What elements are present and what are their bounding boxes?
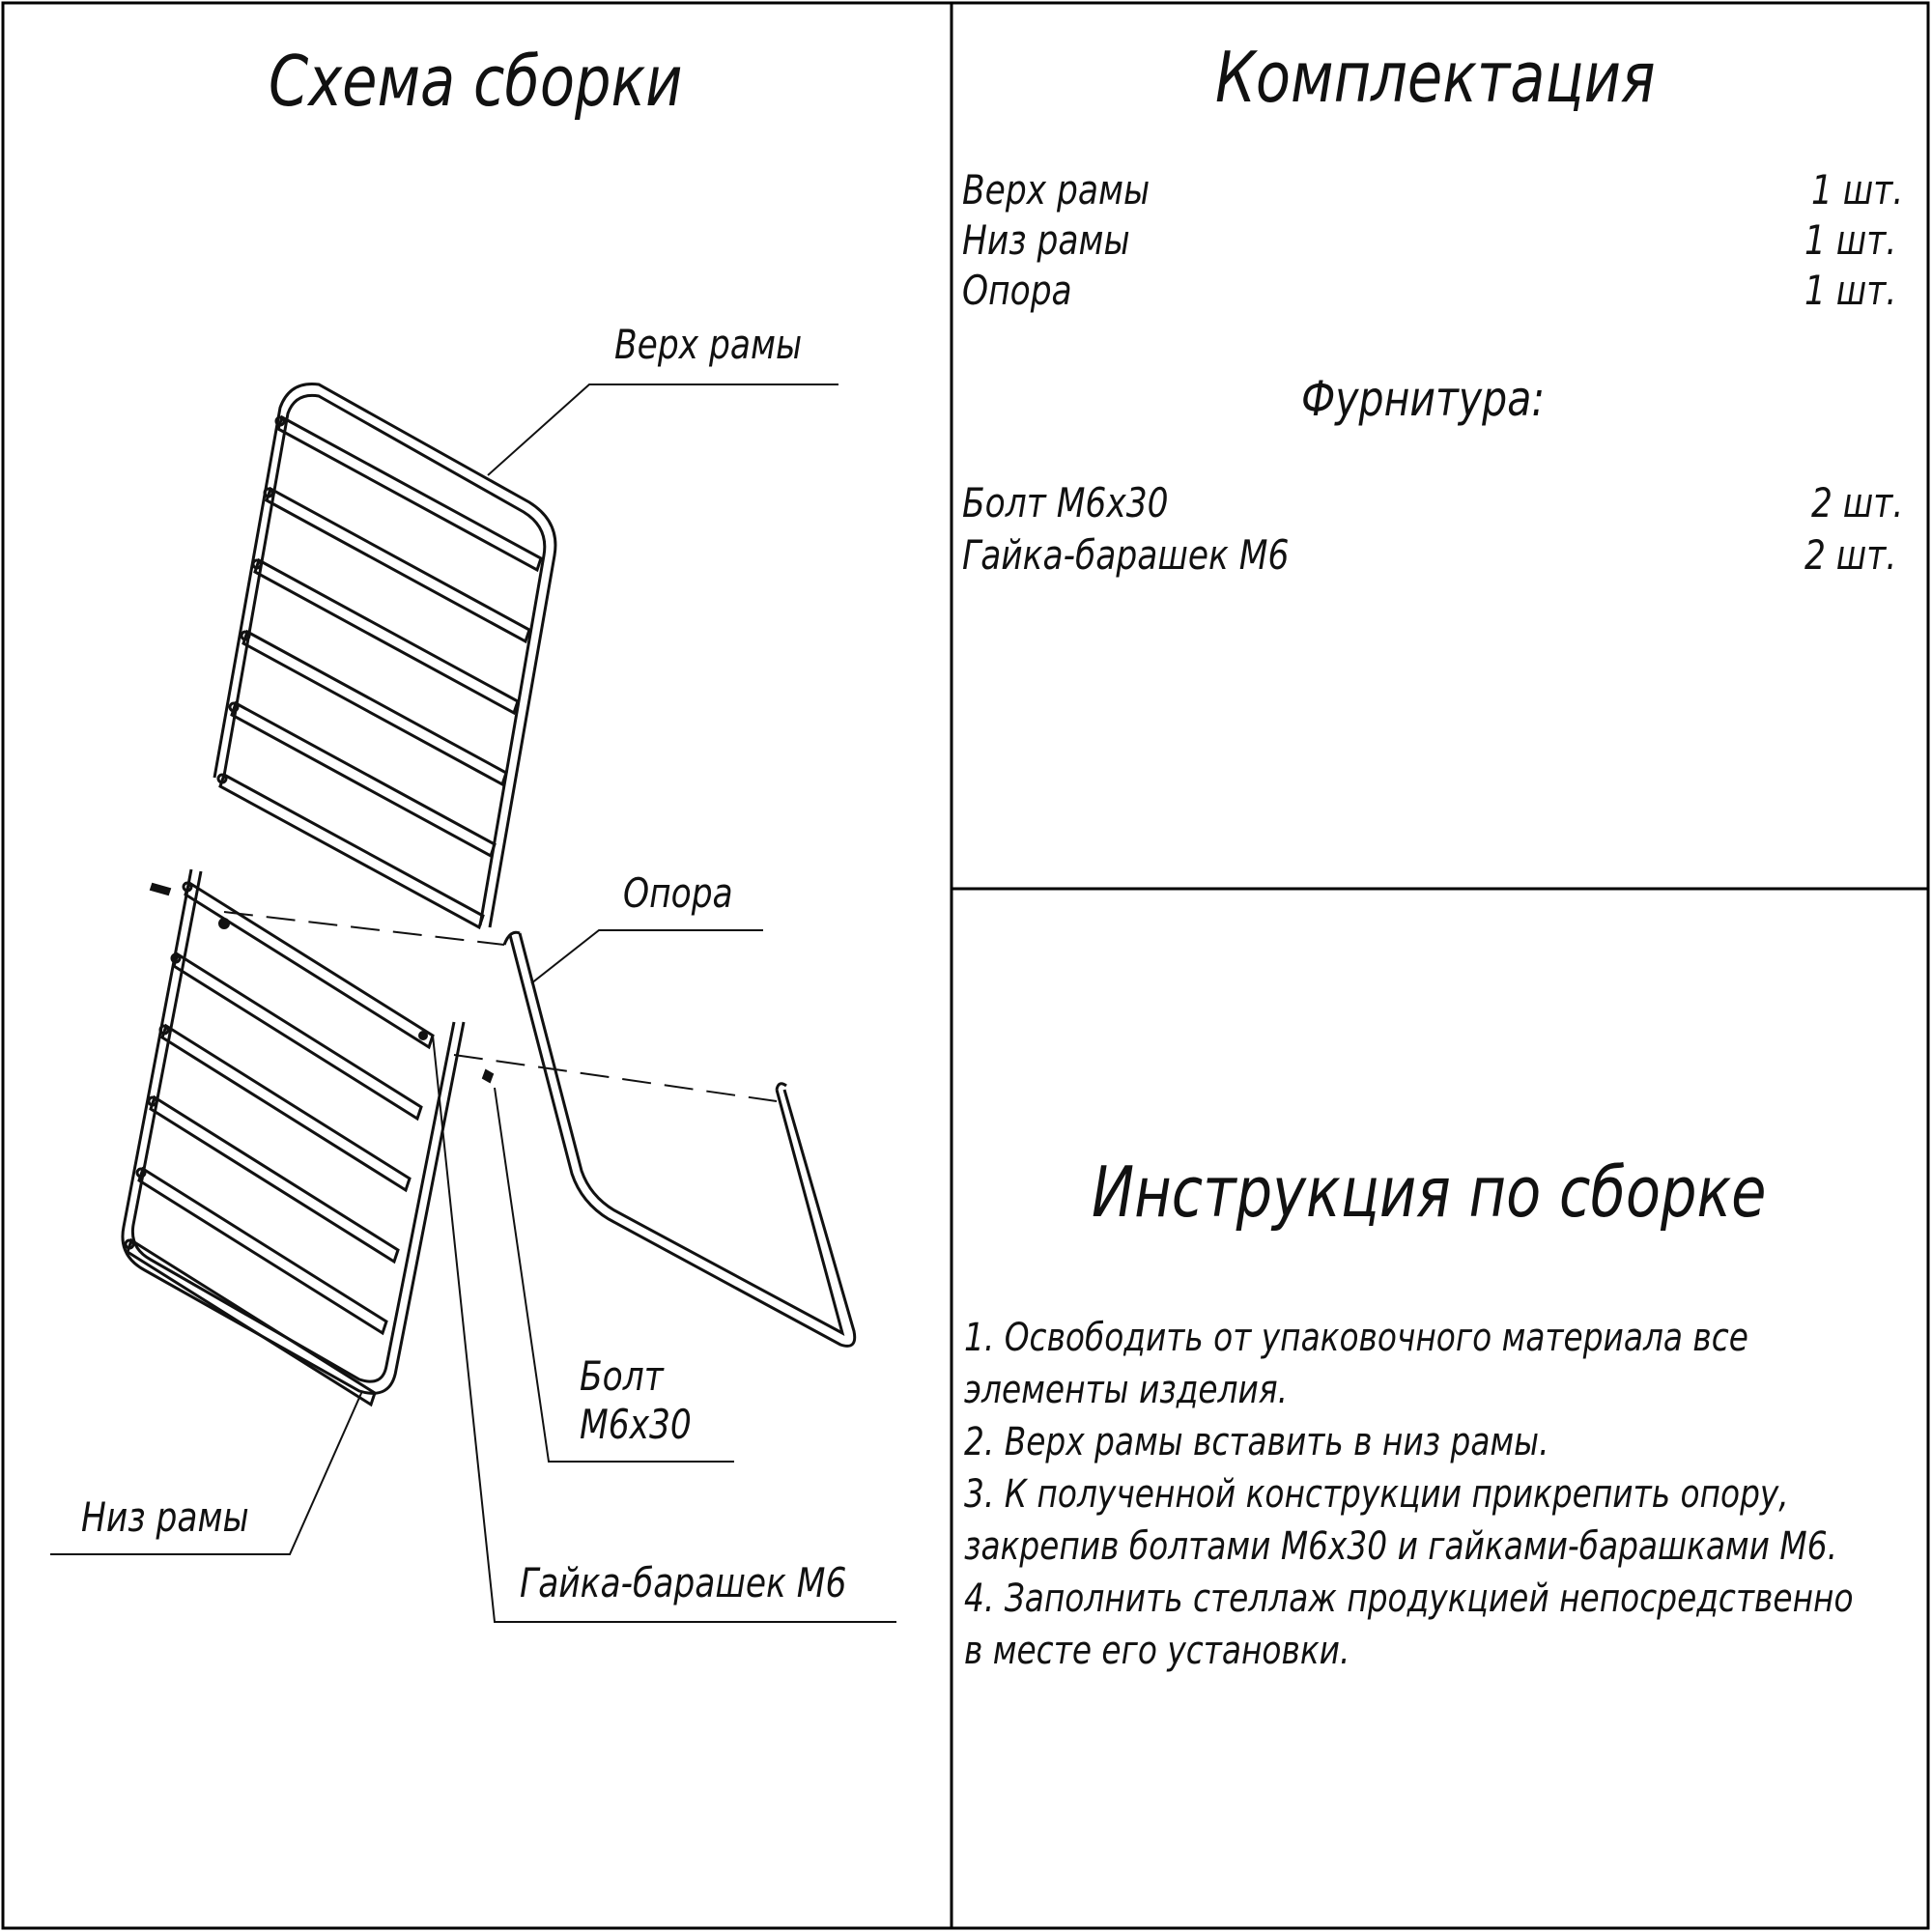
- top-frame-slat: [278, 417, 541, 570]
- kit-item-name: Низ рамы: [962, 216, 1130, 264]
- support-drawing: [504, 932, 855, 1346]
- instruction-line: 2. Верх рамы вставить в низ рамы.: [964, 1420, 1549, 1464]
- bottom-frame-slat: [174, 954, 421, 1119]
- bottom-frame-slats: [126, 883, 433, 1405]
- kit-item-name: Опора: [962, 267, 1072, 314]
- hardware-item-qty: 2 шт.: [1810, 479, 1903, 526]
- assembly-scheme-title: Схема сборки: [269, 41, 683, 122]
- top-frame-slat: [255, 560, 518, 713]
- leader-top-frame: [488, 384, 838, 475]
- bottom-frame-slat: [139, 1169, 386, 1333]
- label-bolt-line1: Болт: [580, 1352, 664, 1400]
- instructions-list: [964, 1312, 1915, 1677]
- leader-wing-nut: [433, 1036, 896, 1622]
- instructions-title: Инструкция по сборке: [1092, 1151, 1767, 1233]
- bottom-frame-drawing: [123, 869, 464, 1405]
- label-bolt-line2: М6х30: [580, 1401, 692, 1448]
- label-bottom-frame: Низ рамы: [81, 1493, 249, 1541]
- label-top-frame: Верх рамы: [614, 321, 803, 368]
- bottom-frame-slat: [162, 1026, 410, 1190]
- kit-item-qty: 1 шт.: [1804, 267, 1896, 314]
- hardware-title: Фурнитура:: [1301, 371, 1546, 427]
- hardware-item-name: Гайка-барашек М6: [962, 531, 1290, 579]
- kit-title: Комплектация: [1215, 37, 1656, 118]
- nut-bottom: [419, 1032, 427, 1039]
- bolt-bottom: [483, 1070, 493, 1082]
- hardware-item-name: Болт М6х30: [962, 479, 1169, 526]
- kit-item-qty: 1 шт.: [1810, 166, 1903, 213]
- bottom-frame-slat: [151, 1097, 398, 1262]
- label-support: Опора: [623, 869, 733, 917]
- instruction-line: в месте его установки.: [964, 1629, 1350, 1673]
- nut-top: [219, 919, 229, 928]
- top-frame-slat: [232, 703, 495, 856]
- instruction-line: 4. Заполнить стеллаж продукцией непосредственно: [964, 1577, 1854, 1621]
- hardware-item-qty: 2 шт.: [1804, 531, 1896, 579]
- support-outer: [510, 935, 855, 1346]
- kit-item-qty: 1 шт.: [1804, 216, 1896, 264]
- bottom-frame-slat: [185, 883, 433, 1047]
- top-frame-slat: [267, 489, 529, 641]
- instruction-line: закрепив болтами М6х30 и гайками-барашками М6.: [964, 1524, 1838, 1569]
- top-frame-slat: [220, 775, 483, 927]
- instruction-line: элементы изделия.: [964, 1368, 1289, 1412]
- assembly-dashed-lines: [224, 912, 777, 1101]
- instruction-line: 3. К полученной конструкции прикрепить опору,: [964, 1472, 1789, 1517]
- support-hook-bottom: [777, 1084, 786, 1090]
- top-frame-drawing: [214, 384, 555, 928]
- top-frame-slat: [243, 632, 506, 784]
- bolt-top: [151, 884, 170, 895]
- kit-item-name: Верх рамы: [962, 166, 1151, 213]
- support-inner: [520, 933, 842, 1333]
- leader-support: [531, 930, 763, 983]
- dashed-line-bottom: [454, 1055, 777, 1101]
- instruction-line: 1. Освободить от упаковочного материала все: [964, 1316, 1748, 1360]
- label-wing-nut: Гайка-барашек М6: [520, 1559, 847, 1606]
